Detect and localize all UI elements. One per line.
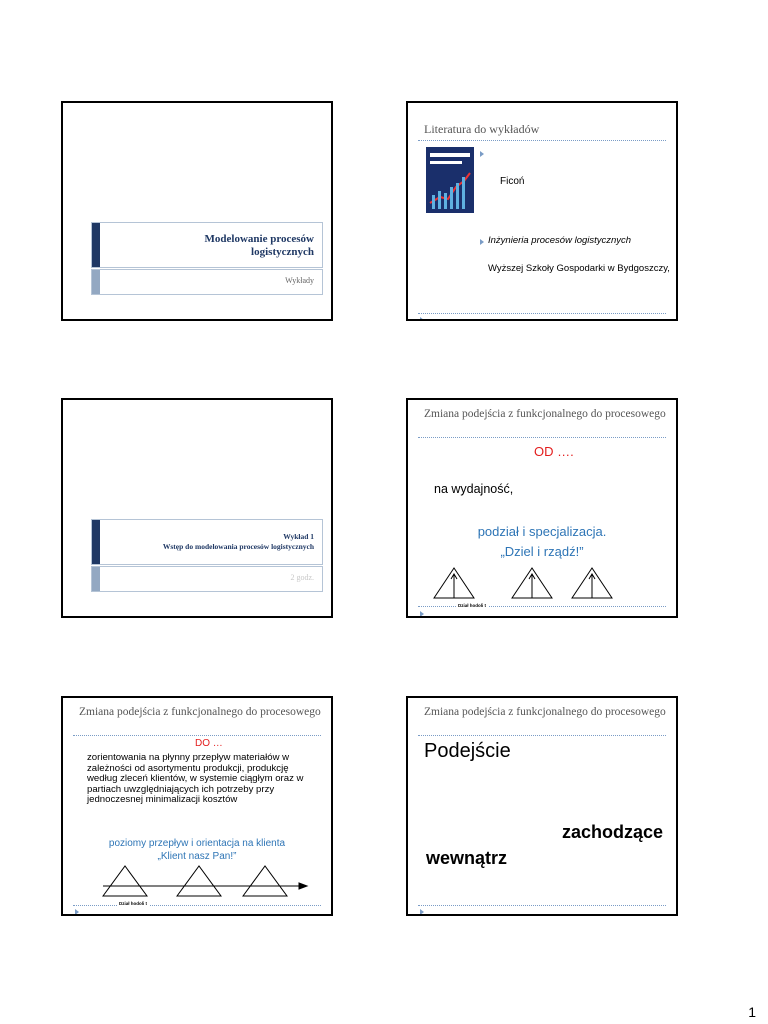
slide-subtitle: Wykłady — [285, 276, 314, 285]
blue-line-2: „Dziel i rządź!” — [500, 544, 584, 559]
slide-6 — [406, 696, 678, 916]
publisher: Wyższej Szkoły Gospodarki w Bydgoszczy, — [488, 263, 670, 274]
book-cover — [426, 147, 474, 213]
book-title: Inżynieria procesów logistycznych — [488, 235, 632, 246]
caption: Dział hodoli t — [119, 901, 147, 906]
bullet-icon — [480, 239, 484, 245]
caption: Dział hodoli t — [458, 603, 486, 608]
bullet-icon — [75, 909, 79, 915]
slide-1 — [61, 101, 333, 321]
title-box — [91, 519, 323, 565]
blue-line-1: podział i specjalizacja. — [477, 524, 607, 539]
blue-line-2: „Klient nasz Pan!” — [157, 851, 237, 862]
subtitle-bar — [92, 567, 100, 591]
slide-title: Wykład 1 Wstęp do modelowania procesów logistycznych — [162, 532, 314, 551]
slide-title: Zmiana podejścia z funkcjonalnego do procesowego — [424, 706, 666, 718]
text-line: na wydajność, — [434, 482, 514, 496]
bullet-icon — [420, 909, 424, 915]
subtitle-box — [91, 269, 323, 295]
slide-title: Zmiana podejścia z funkcjonalnego do procesowego — [79, 706, 321, 718]
triangles-diagram — [408, 566, 678, 616]
od-label: OD …. — [534, 444, 574, 459]
title-bar — [92, 223, 100, 267]
title-box — [91, 222, 323, 268]
slide-4 — [406, 398, 678, 618]
page-number: 1 — [748, 1004, 756, 1020]
slide-5 — [61, 696, 333, 916]
bullet-icon — [420, 611, 424, 617]
title-bar — [92, 520, 100, 564]
bullet-icon — [420, 317, 424, 321]
flow-diagram — [63, 864, 333, 904]
slide-title: Zmiana podejścia z funkcjonalnego do procesowego — [424, 408, 666, 420]
word-zachodzace: zachodzące — [562, 822, 664, 842]
do-label: DO … — [195, 738, 223, 749]
slide-subtitle: 2 godz. — [290, 573, 314, 582]
slide-2 — [406, 101, 678, 321]
word-podejscie: Podejście — [424, 740, 511, 762]
blue-line-1: poziomy przepływ i orientacja na klienta — [108, 838, 286, 849]
slide-3 — [61, 398, 333, 618]
slide-title: Modelowanie procesów logistycznych — [204, 233, 314, 258]
subtitle-bar — [92, 270, 100, 294]
word-wewnatrz: wewnątrz — [426, 848, 508, 868]
bullet-icon — [480, 151, 484, 157]
subtitle-box — [91, 566, 323, 592]
body-text: zorientowania na płynny przepływ materiałów w zależności od asortymentu produkcji, produkcję według zleceń klientów, w systemie ciągłym oraz w partiach uwzględniających ich potrzeby przy jednoczesnej minimalizacji kosztów — [87, 752, 304, 806]
author: Ficoń — [500, 176, 525, 187]
slide-title: Literatura do wykładów — [424, 122, 540, 136]
